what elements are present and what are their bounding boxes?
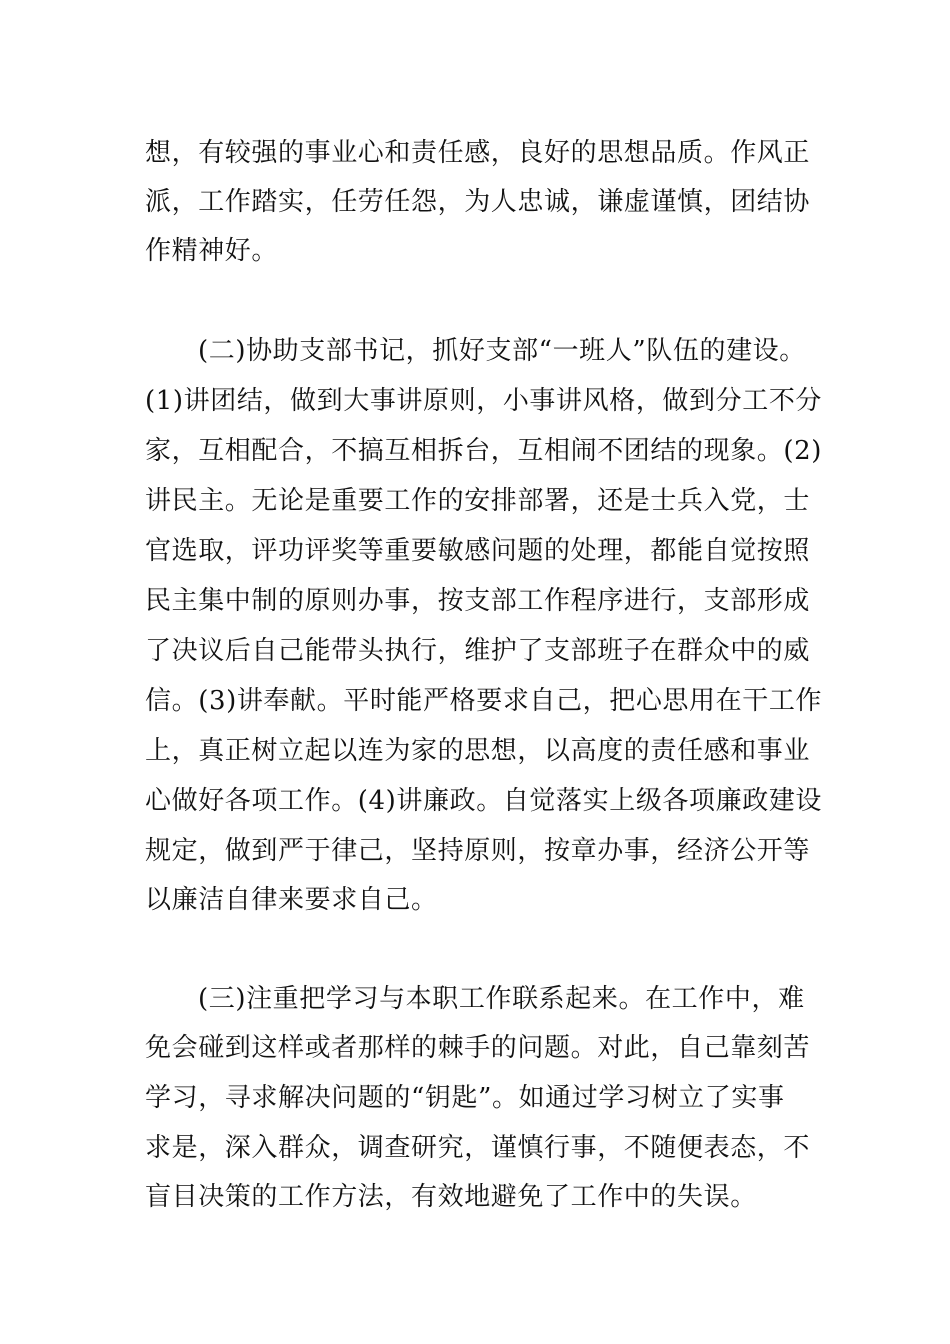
paragraph-line: 了决议后自己能带头执行，维护了支部班子在群众中的威	[145, 636, 811, 666]
paragraph-line: 派，工作踏实，任劳任怨，为人忠诚，谦虚谨慎，团结协	[145, 187, 811, 217]
paragraph-line: 学习，寻求解决问题的“钥匙”。如通过学习树立了实事	[145, 1083, 785, 1113]
paragraph-line: 讲民主。无论是重要工作的安排部署，还是士兵入党，士	[145, 486, 811, 516]
paragraph-line: 家，互相配合，不搞互相拆台，互相闹不团结的现象。(2)	[145, 436, 823, 466]
paragraph-line: (1)讲团结，做到大事讲原则，小事讲风格，做到分工不分	[145, 386, 823, 416]
paragraph-line: 盲目决策的工作方法，有效地避免了工作中的失误。	[145, 1182, 757, 1212]
paragraph-line: 求是，深入群众，调查研究，谨慎行事，不随便表态，不	[145, 1133, 811, 1163]
paragraph-line: 上，真正树立起以连为家的思想，以高度的责任感和事业	[145, 736, 811, 766]
paragraph-line: 以廉洁自律来要求自己。	[145, 885, 438, 915]
paragraph-line: 信。(3)讲奉献。平时能严格要求自己，把心思用在干工作	[145, 686, 823, 716]
paragraph-line: 免会碰到这样或者那样的棘手的问题。对此，自己靠刻苦	[145, 1033, 811, 1063]
paragraph-line: (三)注重把学习与本职工作联系起来。在工作中，难	[198, 984, 805, 1014]
paragraph-line: 民主集中制的原则办事，按支部工作程序进行，支部形成	[145, 586, 811, 616]
paragraph-line: (二)协助支部书记，抓好支部“一班人”队伍的建设。	[198, 336, 806, 366]
paragraph-line: 规定，做到严于律己，坚持原则，按章办事，经济公开等	[145, 836, 811, 866]
paragraph-line: 官选取，评功评奖等重要敏感问题的处理，都能自觉按照	[145, 536, 811, 566]
paragraph-line: 想，有较强的事业心和责任感，良好的思想品质。作风正	[145, 138, 811, 168]
paragraph-line: 作精神好。	[145, 236, 279, 266]
paragraph-line: 心做好各项工作。(4)讲廉政。自觉落实上级各项廉政建设	[145, 786, 823, 816]
